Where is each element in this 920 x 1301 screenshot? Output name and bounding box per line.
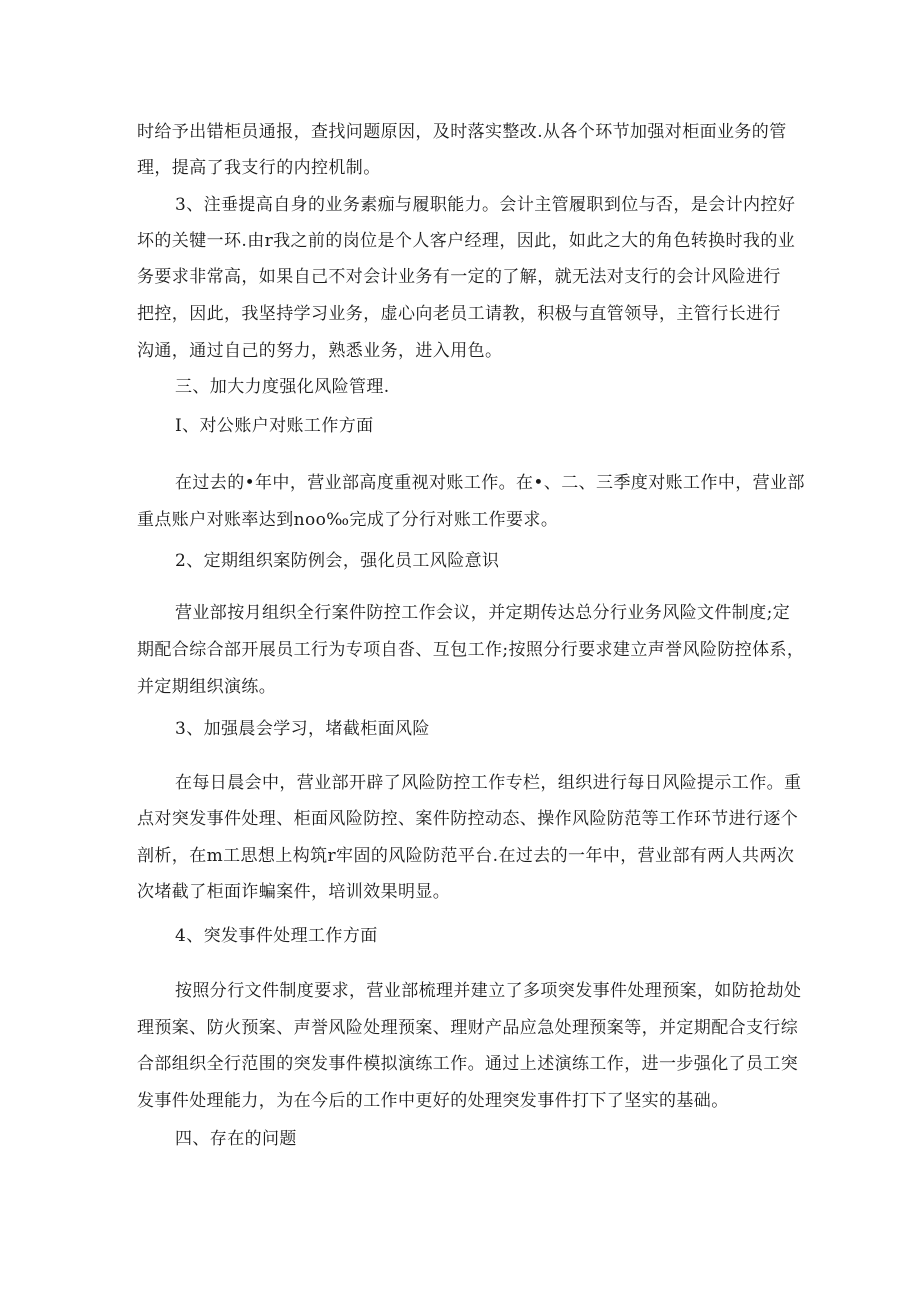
paragraph-line: 期配合综合部开展员工行为专项自沓、互包工作;按照分行要求建立声誉风险防控体系，	[137, 640, 805, 660]
paragraph-line: 并定期组织演练。	[137, 677, 277, 697]
paragraph-line: 营业部按月组织全行案件防控工作会议，并定期传达总分行业务风险文件制度;定	[175, 603, 791, 623]
paragraph-line: 坏的关犍一环.由r我之前的岗位是个人客户经理，因此，如此之大的角色转换时我的业	[137, 231, 796, 251]
paragraph-line: 在每日晨会中，营业部开辟了风险防控工作专栏，组织进行每日风险提示工作。重	[175, 773, 802, 793]
paragraph-line: 重点账户对账率达到noo‰完成了分行对账工作要求。	[137, 510, 559, 530]
paragraph-line: 次堵截了柜面诈蝙案件，培训效果明显。	[137, 882, 451, 902]
paragraph-line: 理预案、防火预案、声誉风险处理预案、理财产品应急处理预案等，并定期配合支行综	[137, 1018, 799, 1038]
section-heading: 四、存在的问题	[175, 1129, 297, 1149]
paragraph-line: 按照分行文件制度要求，营业部梳理并建立了多项突发事件处理预案，如防抢劫处	[175, 981, 802, 1001]
paragraph-line: 发事件处理能力，为在今后的工作中更好的处理突发事件打下了坚实的基础。	[137, 1091, 729, 1111]
subsection-heading: 3、加强晨会学习，堵截柜面风险	[175, 719, 430, 739]
section-heading: 三、加大力度强化风险管理.	[175, 377, 390, 397]
paragraph-line: 把控，因此，我坚持学习业务，虚心向老员工请教，积极与直管领导，主管行长进行	[137, 304, 781, 324]
subsection-heading: 4、突发事件处理工作方面	[175, 926, 378, 946]
paragraph-line: 务要求非常高，如果自己不对会计业务有一定的了解，就无法对支行的会计风险进行	[137, 267, 781, 287]
paragraph-line: 沟通，通过自己的努力，熟悉业务，进入用色。	[137, 341, 503, 361]
subsection-heading: 2、定期组织案防例会，强化员工风险意识	[175, 551, 500, 571]
paragraph-line: 合部组织全行范围的突发事件模拟演练工作。通过上述演练工作，进一步强化了员工突	[137, 1054, 799, 1074]
paragraph-line: 剖析，在m工思想上构筑r牢固的风险防范平台.在过去的一年中，营业部有两人共两次	[137, 846, 795, 866]
paragraph-line: 理，提高了我支行的内控机制。	[137, 158, 381, 178]
paragraph-line: 3、注垂提高自身的业务素痂与履职能力。会计主管履职到位与否，是会计内控好	[175, 195, 796, 215]
paragraph-line: 时给予出错柜员通报，查找问题原因，及时落实整改.从各个环节加强对柜面业务的管	[137, 122, 787, 142]
paragraph-line: 在过去的•年中，营业部高度重视对账工作。在•、二、三季度对账工作中，营业部	[175, 473, 805, 493]
subsection-heading: I、对公账户对账工作方面	[175, 416, 374, 436]
paragraph-line: 点对突发事件处理、柜面风险防控、案件防控动态、操作风险防范等工作环节进行逐个	[137, 809, 799, 829]
